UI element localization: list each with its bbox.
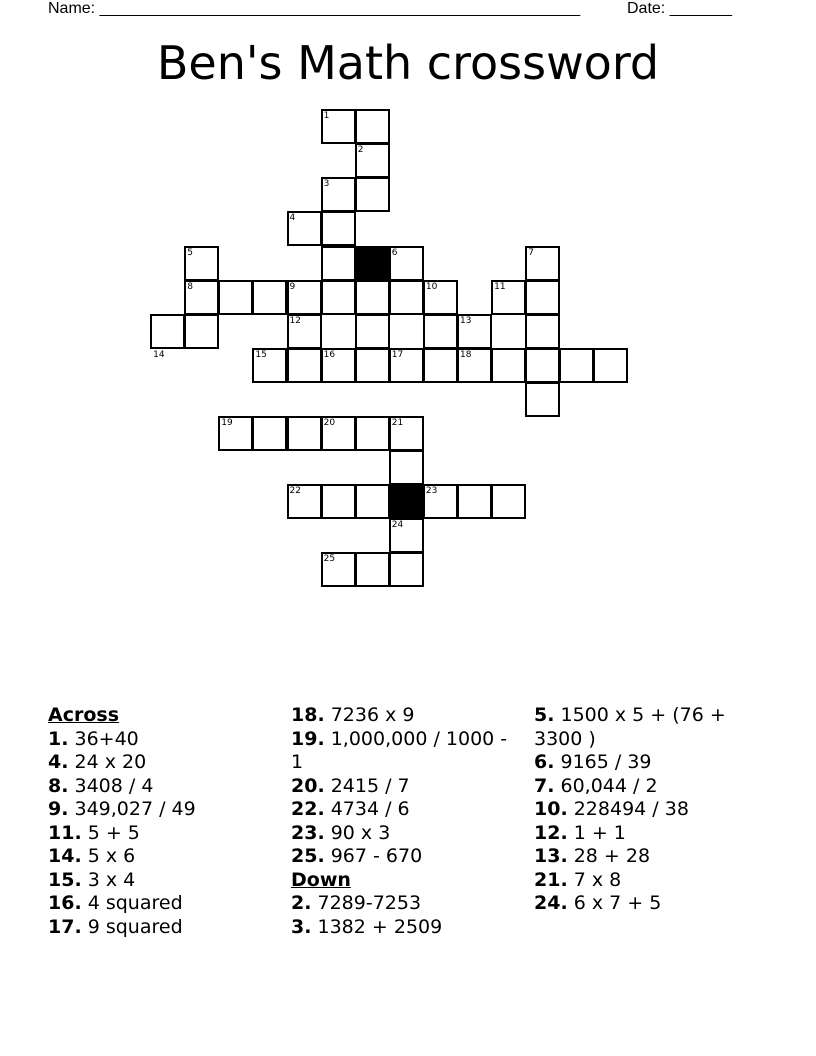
clue-item-text: 9 squared (87, 915, 183, 938)
grid-cell[interactable] (218, 280, 253, 315)
clue-item-text: 60,044 / 2 (560, 774, 658, 797)
clue-item-number: 21. (534, 868, 568, 891)
clue-item (291, 775, 521, 799)
grid-cell[interactable] (355, 177, 390, 212)
clue-item (534, 869, 764, 893)
clue-item-text: 1 + 1 (573, 821, 626, 844)
clue-item-number: 20. (291, 774, 325, 797)
grid-cell[interactable] (287, 416, 322, 451)
down-heading: Down (291, 868, 351, 891)
clue-number: 13 (460, 315, 472, 326)
clues-column-3 (534, 704, 764, 916)
clue-item-text: 6 x 7 + 5 (573, 892, 662, 914)
grid-cell[interactable] (184, 314, 219, 349)
clue-item (48, 845, 278, 869)
clue-item (48, 892, 278, 916)
clue-number: 3 (323, 179, 330, 190)
grid-cell[interactable] (287, 348, 322, 383)
clue-number: 9 (289, 281, 296, 292)
clue-item (48, 751, 278, 775)
grid-cell[interactable] (355, 416, 390, 451)
grid-cell[interactable] (355, 314, 390, 349)
clue-item (48, 728, 278, 752)
clue-number: 17 (391, 349, 404, 360)
clue-item-number: 3. (291, 915, 312, 938)
clue-item-text: 7289-7253 (317, 892, 422, 914)
clue-number: 24 (391, 520, 404, 531)
clue-number: 22 (289, 486, 301, 497)
clue-item-number: 15. (48, 868, 82, 891)
grid-cell[interactable] (491, 484, 526, 519)
down-clue-list-continued (534, 704, 764, 916)
clue-item-number: 19. (291, 727, 325, 750)
clue-number: 5 (187, 247, 193, 258)
date-field-label[interactable]: Date: _______ (627, 0, 732, 17)
clue-item-text: 349,027 / 49 (74, 798, 196, 820)
clue-item-number: 9. (48, 798, 69, 820)
clue-item-number: 23. (291, 821, 325, 844)
grid-cell[interactable] (389, 450, 424, 485)
clue-number: 4 (289, 213, 296, 224)
clue-item (291, 822, 521, 846)
grid-block (389, 484, 424, 519)
grid-cell[interactable] (525, 280, 560, 315)
clue-item-number: 7. (534, 774, 555, 797)
header (48, 0, 748, 20)
clue-number: 7 (528, 247, 534, 258)
clue-item (534, 892, 764, 916)
clue-item-number: 5. (534, 704, 555, 726)
clue-number: 11 (494, 281, 506, 292)
grid-cell[interactable] (321, 246, 356, 281)
grid-cell[interactable] (355, 280, 390, 315)
grid-cell[interactable] (321, 211, 356, 246)
clue-number: 18 (460, 349, 472, 360)
clue-item-text: 24 x 20 (74, 751, 147, 773)
clue-item (291, 892, 521, 916)
clue-item (48, 916, 278, 940)
clue-item-number: 11. (48, 821, 82, 844)
clue-item (534, 798, 764, 822)
clue-item-text: 228494 / 38 (573, 798, 689, 820)
clue-number: 16 (323, 349, 336, 360)
clue-item (291, 798, 521, 822)
clue-number: 12 (289, 315, 301, 326)
clues-column-2 (291, 704, 521, 939)
clue-item-text: 7236 x 9 (330, 704, 415, 726)
clue-item-number: 22. (291, 798, 325, 820)
clue-item (291, 704, 521, 728)
grid-cell[interactable] (423, 314, 458, 349)
clue-item-text: 1,000,000 / 1000 - 1 (291, 727, 508, 773)
clue-item (48, 775, 278, 799)
grid-cell[interactable] (355, 109, 390, 144)
clue-item-text: 28 + 28 (573, 845, 651, 867)
clue-item-number: 2. (291, 892, 312, 914)
clue-item-number: 25. (291, 845, 325, 867)
grid-cell[interactable] (355, 552, 390, 587)
clue-item-text: 3 x 4 (87, 868, 136, 891)
clue-item-number: 4. (48, 751, 69, 773)
clue-item-number: 10. (534, 798, 568, 820)
clue-item (534, 704, 764, 751)
clue-item-number: 14. (48, 845, 82, 867)
grid-cell[interactable] (252, 280, 287, 315)
across-clue-list (48, 728, 278, 940)
clues-column-1 (48, 704, 278, 939)
name-field-label[interactable]: Name: ______________________________________________________ (48, 0, 581, 17)
clue-number: 15 (255, 349, 267, 360)
clue-item (291, 916, 521, 940)
clue-item-number: 13. (534, 845, 568, 867)
clue-number: 6 (391, 247, 398, 258)
grid-block (355, 246, 390, 281)
clue-item (48, 822, 278, 846)
grid-cell[interactable] (321, 280, 356, 315)
clue-number: 25 (323, 554, 336, 565)
clue-item (534, 751, 764, 775)
grid-cell[interactable] (321, 484, 356, 519)
clue-item-number: 18. (291, 704, 325, 726)
clue-item (534, 845, 764, 869)
clue-number: 14 (153, 349, 165, 360)
page-title: Ben's Math crossword (156, 36, 660, 90)
clue-item-text: 4734 / 6 (330, 798, 410, 820)
clue-item (534, 822, 764, 846)
grid-cell[interactable] (389, 280, 424, 315)
clue-number: 21 (391, 418, 404, 428)
grid-cell[interactable] (525, 348, 560, 383)
clue-number: 8 (187, 281, 193, 292)
clue-item-text: 36+40 (74, 727, 139, 750)
grid-cell[interactable] (423, 348, 458, 383)
clue-item-text: 4 squared (87, 892, 183, 914)
clue-item-text: 1500 x 5 + (76 + 3300 ) (534, 704, 726, 750)
clue-item (534, 775, 764, 799)
grid-cell[interactable] (150, 314, 185, 349)
clue-item (48, 869, 278, 893)
grid-cell[interactable] (252, 416, 287, 451)
across-heading: Across (48, 704, 120, 726)
clue-item-number: 16. (48, 892, 82, 914)
clue-item-text: 5 + 5 (87, 821, 140, 844)
clue-item-text: 5 x 6 (87, 845, 136, 867)
clue-item-text: 90 x 3 (330, 821, 391, 844)
clue-item-number: 17. (48, 915, 82, 938)
grid-cell[interactable] (491, 348, 526, 383)
clue-number: 2 (357, 145, 364, 156)
across-clue-list-continued (291, 704, 521, 869)
clue-number: 20 (323, 418, 336, 428)
clue-item-text: 2415 / 7 (330, 774, 410, 797)
clue-item-number: 1. (48, 727, 69, 750)
clue-item-text: 3408 / 4 (74, 774, 154, 797)
clue-number: 10 (425, 281, 438, 292)
clue-item-number: 24. (534, 892, 568, 914)
clue-item-number: 12. (534, 821, 568, 844)
clue-item-text: 7 x 8 (573, 868, 622, 891)
grid-cell[interactable] (355, 484, 390, 519)
grid-cell[interactable] (389, 552, 424, 587)
clue-item (291, 728, 521, 775)
grid-cell[interactable] (525, 314, 560, 349)
grid-cell[interactable] (593, 348, 628, 383)
grid-cell[interactable] (457, 484, 492, 519)
grid-cell[interactable] (559, 348, 594, 383)
clue-item-number: 6. (534, 751, 555, 773)
clue-number: 1 (323, 111, 330, 122)
grid-cell[interactable] (355, 348, 390, 383)
clue-number: 23 (425, 486, 438, 497)
clue-item (48, 798, 278, 822)
clue-item (291, 845, 521, 869)
grid-cell[interactable] (525, 382, 560, 417)
down-clue-list (291, 892, 521, 939)
clue-item-text: 1382 + 2509 (317, 915, 443, 938)
clue-item-number: 8. (48, 774, 69, 797)
clue-number: 19 (221, 418, 233, 428)
clue-item-text: 9165 / 39 (560, 751, 652, 773)
clue-item-text: 967 - 670 (330, 845, 423, 867)
